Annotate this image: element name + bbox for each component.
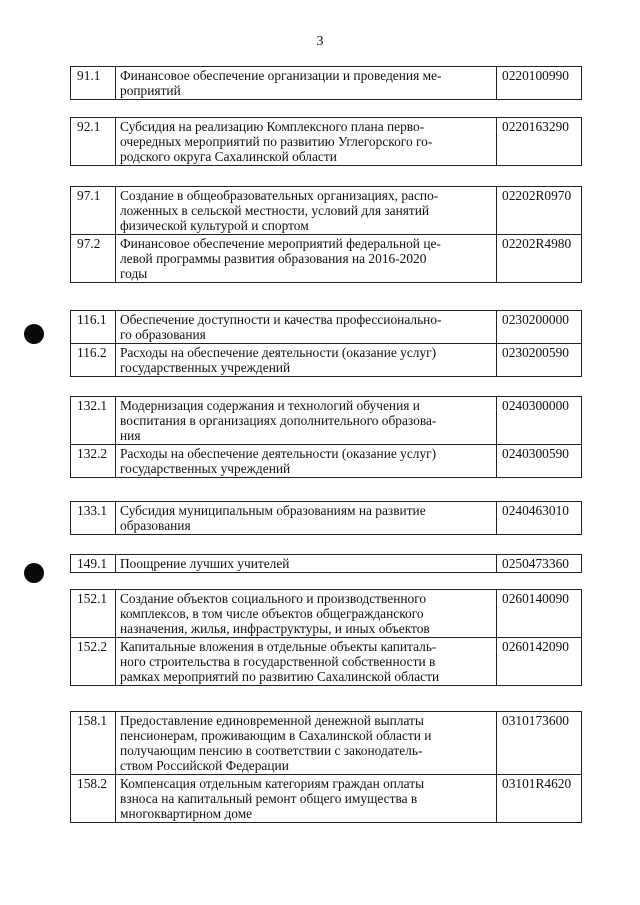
table-row <box>71 775 582 823</box>
row-description: Модернизация содержания и технологий обучения и воспитания в организациях дополнительного образова- ния <box>116 397 497 445</box>
row-number: 133.1 <box>71 502 116 535</box>
row-code: 0240463010 <box>497 502 582 535</box>
row-number: 116.1 <box>71 311 116 344</box>
row-code: 0220163290 <box>497 118 582 166</box>
table-row <box>71 187 582 235</box>
row-number: 97.1 <box>71 187 116 235</box>
row-number: 92.1 <box>71 118 116 166</box>
table-row <box>71 590 582 638</box>
table-row <box>71 311 582 344</box>
row-code: 02202R0970 <box>497 187 582 235</box>
row-code: 0240300590 <box>497 445 582 478</box>
budget-table-group <box>70 589 582 686</box>
row-description: Расходы на обеспечение деятельности (оказание услуг) государственных учреждений <box>116 344 497 377</box>
row-number: 97.2 <box>71 235 116 283</box>
table-row <box>71 555 582 573</box>
row-code: 0250473360 <box>497 555 582 573</box>
row-description: Создание объектов социального и производственного комплексов, в том числе объектов общегражданского назначения, жилья, инфраструктуры, и иных объектов <box>116 590 497 638</box>
table-row <box>71 344 582 377</box>
table-row <box>71 445 582 478</box>
row-code: 0260140090 <box>497 590 582 638</box>
row-code: 0240300000 <box>497 397 582 445</box>
row-number: 91.1 <box>71 67 116 100</box>
row-description: Компенсация отдельным категориям граждан оплаты взноса на капитальный ремонт общего имущества в многоквартирном доме <box>116 775 497 823</box>
row-description: Субсидия на реализацию Комплексного плана перво- очередных мероприятий по развитию Углегорского го- родского округа Сахалинской области <box>116 118 497 166</box>
budget-table-group <box>70 186 582 283</box>
row-number: 116.2 <box>71 344 116 377</box>
row-number: 152.1 <box>71 590 116 638</box>
table-row <box>71 638 582 686</box>
row-description: Финансовое обеспечение организации и проведения ме- роприятий <box>116 67 497 100</box>
budget-table-group <box>70 310 582 377</box>
row-description: Создание в общеобразовательных организациях, распо- ложенных в сельской местности, условий для занятий физической культурой и спортом <box>116 187 497 235</box>
table-row <box>71 118 582 166</box>
binder-hole-mark-upper <box>24 324 44 344</box>
row-code: 0230200000 <box>497 311 582 344</box>
row-code: 0260142090 <box>497 638 582 686</box>
table-row <box>71 502 582 535</box>
row-number: 152.2 <box>71 638 116 686</box>
row-code: 0220100990 <box>497 67 582 100</box>
row-number: 158.1 <box>71 712 116 775</box>
binder-hole-mark-lower <box>24 563 44 583</box>
row-description: Капитальные вложения в отдельные объекты капиталь- ного строительства в государственной собственности в рамках мероприятий по развитию Сахалинской области <box>116 638 497 686</box>
page-number: 3 <box>316 34 324 49</box>
row-code: 0310173600 <box>497 712 582 775</box>
row-description: Предоставление единовременной денежной выплаты пенсионерам, проживающим в Сахалинской области и получающим пенсию в соответствии с законодатель- ством Российской Федерации <box>116 712 497 775</box>
row-code: 02202R4980 <box>497 235 582 283</box>
budget-table-group <box>70 396 582 478</box>
budget-table-group <box>70 66 582 100</box>
row-number: 149.1 <box>71 555 116 573</box>
row-code: 03101R4620 <box>497 775 582 823</box>
table-row <box>71 397 582 445</box>
row-number: 158.2 <box>71 775 116 823</box>
table-row <box>71 67 582 100</box>
table-row <box>71 712 582 775</box>
budget-table-group <box>70 554 582 573</box>
table-row <box>71 235 582 283</box>
row-number: 132.2 <box>71 445 116 478</box>
row-code: 0230200590 <box>497 344 582 377</box>
row-description: Поощрение лучших учителей <box>116 555 497 573</box>
row-number: 132.1 <box>71 397 116 445</box>
budget-table-group <box>70 711 582 823</box>
row-description: Расходы на обеспечение деятельности (оказание услуг) государственных учреждений <box>116 445 497 478</box>
budget-table-group <box>70 117 582 166</box>
row-description: Субсидия муниципальным образованиям на развитие образования <box>116 502 497 535</box>
row-description: Финансовое обеспечение мероприятий федеральной це- левой программы развития образования на 2016-2020 годы <box>116 235 497 283</box>
budget-table-group <box>70 501 582 535</box>
row-description: Обеспечение доступности и качества профессионально- го образования <box>116 311 497 344</box>
